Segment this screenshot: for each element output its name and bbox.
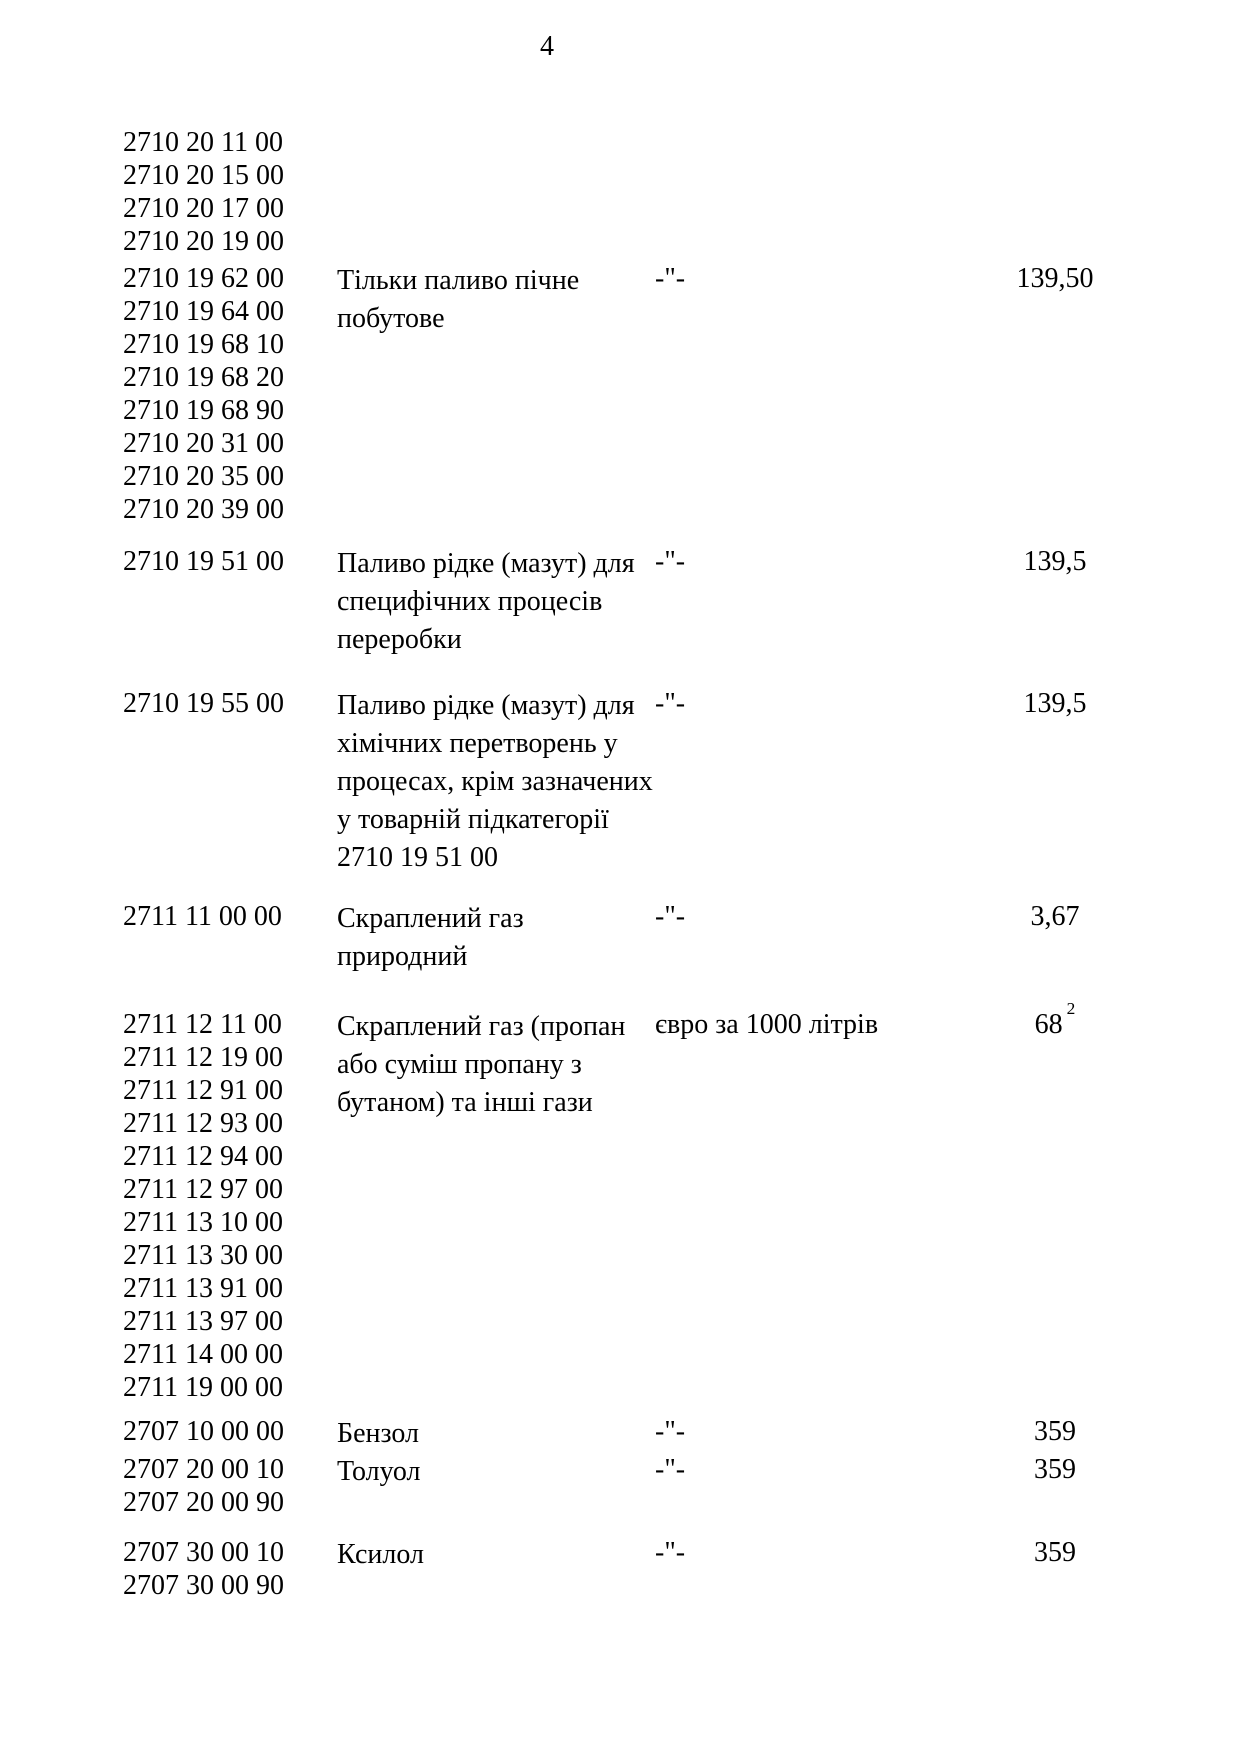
description-line: Бензол <box>337 1418 419 1449</box>
unit-cell: -"- <box>655 688 686 719</box>
code-line: 2711 12 11 00 <box>123 1009 282 1040</box>
code-line: 2710 19 68 90 <box>123 395 284 426</box>
description-line: або суміш пропану з <box>337 1049 582 1080</box>
code-cell <box>123 1453 337 1519</box>
table-row <box>123 1536 1120 1602</box>
value-cell <box>990 545 1120 578</box>
description-line: побутове <box>337 303 445 334</box>
code-line: 2711 12 93 00 <box>123 1108 283 1139</box>
code-line: 2710 19 55 00 <box>123 688 284 719</box>
code-cell <box>123 1415 337 1448</box>
code-line: 2710 19 62 00 <box>123 263 284 294</box>
table-row <box>123 900 1120 976</box>
description-line: Паливо рідке (мазут) для <box>337 690 635 721</box>
code-line: 2707 10 00 00 <box>123 1416 284 1447</box>
code-line: 2711 12 94 00 <box>123 1141 283 1172</box>
code-line: 2711 13 97 00 <box>123 1306 283 1337</box>
table-row <box>123 999 1120 1404</box>
description-cell <box>337 262 655 338</box>
description-cell <box>337 1415 655 1453</box>
code-line: 2710 20 31 00 <box>123 428 284 459</box>
table-row <box>123 126 1120 258</box>
tariff-table <box>123 126 1120 1602</box>
unit-cell: -"- <box>655 1537 686 1568</box>
code-line: 2711 19 00 00 <box>123 1372 283 1403</box>
code-line: 2710 19 68 20 <box>123 362 284 393</box>
code-line: 2711 12 91 00 <box>123 1075 283 1106</box>
description-line: 2710 19 51 00 <box>337 842 498 873</box>
description-cell <box>337 1008 655 1122</box>
code-line: 2707 30 00 10 <box>123 1537 284 1568</box>
description-cell <box>337 1453 655 1491</box>
description-cell <box>337 1536 655 1574</box>
code-line: 2710 20 11 00 <box>123 127 283 158</box>
value-cell <box>990 1415 1120 1448</box>
code-line: 2711 12 97 00 <box>123 1174 283 1205</box>
value-text: 139,5 <box>1023 688 1087 719</box>
code-line: 2707 30 00 90 <box>123 1570 284 1601</box>
unit-cell: -"- <box>655 546 686 577</box>
description-cell <box>337 126 655 127</box>
description-cell <box>337 900 655 976</box>
code-cell <box>123 1536 337 1602</box>
description-line: специфічних процесів <box>337 586 603 617</box>
code-line: 2707 20 00 10 <box>123 1454 284 1485</box>
code-cell <box>123 687 337 720</box>
description-line: Толуол <box>337 1456 421 1487</box>
description-line: переробки <box>337 624 462 655</box>
page-number: 4 <box>540 31 554 62</box>
description-line: природний <box>337 941 468 972</box>
value-text: 139,50 <box>1016 263 1094 294</box>
footnote-marker: 2 <box>1066 999 1076 1018</box>
value-text: 359 <box>1034 1416 1076 1447</box>
description-line: Ксилол <box>337 1539 424 1570</box>
value-cell <box>990 1536 1120 1569</box>
code-line: 2711 13 10 00 <box>123 1207 283 1238</box>
code-line: 2710 19 64 00 <box>123 296 284 327</box>
table-row <box>123 1453 1120 1519</box>
value-text: 3,67 <box>1030 901 1080 932</box>
code-line: 2711 12 19 00 <box>123 1042 283 1073</box>
code-line: 2711 14 00 00 <box>123 1339 283 1370</box>
table-row <box>123 545 1120 659</box>
unit-cell: євро за 1000 літрів <box>655 1009 879 1040</box>
value-cell <box>990 687 1120 720</box>
description-cell <box>337 545 655 659</box>
code-line: 2707 20 00 90 <box>123 1487 284 1518</box>
value-text: 68 <box>1034 1009 1063 1040</box>
code-cell <box>123 126 337 258</box>
unit-cell: -"- <box>655 1454 686 1485</box>
code-line: 2711 13 91 00 <box>123 1273 283 1304</box>
code-line: 2710 20 17 00 <box>123 193 284 224</box>
value-cell <box>990 900 1120 933</box>
value-text: 359 <box>1034 1537 1076 1568</box>
unit-cell: -"- <box>655 1416 686 1447</box>
code-line: 2710 20 39 00 <box>123 494 284 525</box>
code-line: 2710 20 15 00 <box>123 160 284 191</box>
unit-cell: -"- <box>655 901 686 932</box>
code-cell <box>123 545 337 578</box>
value-cell <box>990 1453 1120 1486</box>
code-line: 2711 11 00 00 <box>123 901 282 932</box>
code-line: 2710 19 68 10 <box>123 329 284 360</box>
description-line: Скраплений газ (пропан <box>337 1011 626 1042</box>
value-cell <box>990 126 1120 127</box>
value-cell <box>990 999 1120 1041</box>
code-line: 2710 20 35 00 <box>123 461 284 492</box>
description-line: Тільки паливо пічне <box>337 265 580 296</box>
description-line: хімічних перетворень у <box>337 728 618 759</box>
description-cell <box>337 687 655 877</box>
code-line: 2710 19 51 00 <box>123 546 284 577</box>
code-cell <box>123 900 337 933</box>
code-cell <box>123 1008 337 1404</box>
value-cell <box>990 262 1120 295</box>
description-line: Паливо рідке (мазут) для <box>337 548 635 579</box>
unit-cell: -"- <box>655 263 686 294</box>
table-row <box>123 262 1120 526</box>
value-text: 359 <box>1034 1454 1076 1485</box>
code-cell <box>123 262 337 526</box>
description-line: процесах, крім зазначених <box>337 766 653 797</box>
code-line: 2710 20 19 00 <box>123 226 284 257</box>
description-line: бутаном) та інші гази <box>337 1087 593 1118</box>
description-line: Скраплений газ <box>337 903 524 934</box>
table-row <box>123 687 1120 877</box>
unit-cell <box>655 126 990 127</box>
description-line: у товарній підкатегорії <box>337 804 609 835</box>
table-row <box>123 1415 1120 1453</box>
value-text: 139,5 <box>1023 546 1087 577</box>
code-line: 2711 13 30 00 <box>123 1240 283 1271</box>
